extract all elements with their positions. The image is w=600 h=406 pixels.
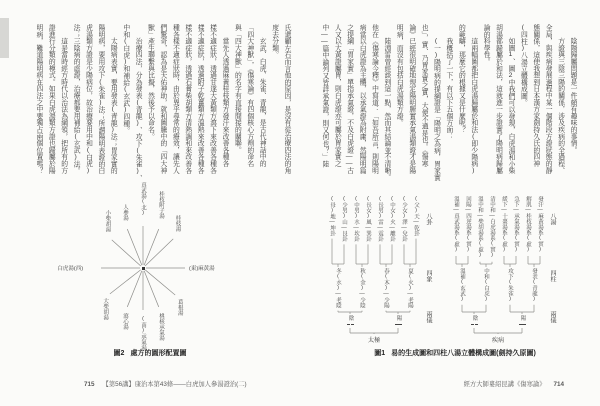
figure2-spoke-label: 白虎湯(西) [57,266,84,272]
figure2-spoke-label: 大柴胡湯 [102,297,109,320]
text-column: 這是當時經方時代以治法為綱領，把所有的方 [59,24,67,174]
yin-symbol [475,324,478,325]
tree-leaf-label: 急下—承氣湯系(實) [513,196,519,253]
tree-root-label: 太極 [367,337,381,344]
figure2-spoke-label: (南)承氣湯 [140,316,146,350]
text-column: 方證與三陰三陽的關係，涉及疾病的全過程、 [556,24,564,174]
tree-level2-label: 夏(火)—老陽 [407,268,413,308]
text-column: 治療四法，分為發表(青龍)、攻下(朱雀)、 [134,24,142,182]
text-column: 樣不適症狀，透過附子乾薑類方溫熱來改善各種各 [196,24,204,174]
text-column: 如圖1、圖2中我們可以發現，白虎湯和小柴 [506,24,514,174]
figure2-spoke-label: 葛根湯 [176,298,183,316]
text-column: 明病，難道陽明病在四法之中要獨占兩個位置嗎？ [34,24,42,174]
tree-level2-label: 冬(水)—老陰 [335,268,341,308]
text-column: (四柱)八湯立體構成圖。 [519,24,527,106]
text-column: 我概括了一下，有以下五個方面： [444,24,452,140]
figure2-caption-label: 圖2 [113,350,125,357]
right-page-footer [464,379,564,388]
figure2-spoke-label: 人參湯 [122,204,129,221]
yang-symbol [519,324,526,325]
figure1-caption-label: 圖1 [374,350,386,357]
text-column: 的範疇，那麼它的根據又是什麼呢？ [457,24,465,133]
text-column: 氏還顧左右而言他的原因，是沒有從治療四法的角 [283,24,290,174]
tree-level2-label: 發表(青龍) [531,268,537,302]
text-column: 之提綱「胃家實」單指承氣證，不及白虎證——古 [345,24,353,174]
text-column: 度去分類。 [270,24,278,58]
text-column: 陸淵雷曾經談到這一點，然而其結論並不清晰。 [382,24,390,181]
figure2-caption [55,348,245,358]
tree-leaf-label: 解肌—桂枝湯系(虛) [525,196,531,253]
tree-leaf-label: 發汗—麻黃湯系(實) [537,196,543,253]
tree-leaf-label: 緩下—十棗湯系(虛) [501,196,507,253]
tree-leaf-label: 清中和—白虎湯系(實) [489,196,495,258]
left-page-number: 715 [84,381,95,388]
figure2-caption-title: 處方的圓形配置圖 [130,350,187,357]
tree-leaf-label: 溫補—真武湯系(虛) [453,196,459,253]
text-column: 全局，與疾病發展過程中某一個階段方證狀態的靜 [544,24,552,174]
figure1-caption-title: 易的生成圖和四柱八湯立體構成圖(劍持久原圖) [391,350,536,357]
tree-level-caption: 四象 [425,270,432,283]
text-column: 也」，實、乃胃家實之實，大便不通是也。《傷寒 [420,24,428,167]
tree-level2-label: 春(木)—少陽 [383,268,389,308]
tree-level2-label: 溫補(玄武) [459,268,465,302]
text-column: 太陽病表實，要用發表(青龍)法；胃家實的 [109,24,117,174]
text-column: 這兩幅圖都把白虎湯歸屬於和法(即少陽病) [469,24,477,174]
text-column: 玄武、白虎、朱雀、青龍，是古代神話中的 [258,24,266,167]
figure2-spoke-label: 桂枝附子湯 [157,191,164,219]
text-column: 樣不適症狀，透過石膏柴胡類方清熱調和來改善各 [183,24,191,174]
text-column: 與「四大神獸」的名字有直接間接的關聯。 [233,24,241,154]
tree-leaf-label: (母)地—坤卦 [329,196,335,236]
text-column: 中和(白虎)和補給(玄武)四種。 [121,24,129,134]
yin-symbol [471,324,474,325]
tree-level2-label: 攻下(朱雀) [507,268,513,302]
text-column: 論的科學性。 [482,24,490,65]
text-column: 法；三陰病的虛證，治療都要用補給(玄武)法。 [72,24,80,174]
left-page-footer [84,379,247,388]
tree-level2-label: 秋(金)—少陰 [359,268,365,308]
yin-symbol [347,324,350,325]
tree-root-label: 疾病 [491,337,505,344]
tree-leaf-label: (父)天—乾卦 [413,196,419,236]
text-column: 「四大神獸」，《傷寒論》有四個核心方劑的命名 [245,24,253,167]
tree-leaf-label: (長女)風—巽卦 [365,196,371,242]
tree-level-caption: 兩儀 [549,311,556,324]
tree-leaf-label: (中女)火—離卦 [389,196,395,242]
tree-leaf-label: 回陽—四逆湯系(實) [465,196,471,253]
text-column: 陰陽歸屬問題是一件頗有趣味的事情。 [569,24,576,154]
tree-leaf-label: (少女)澤—兌卦 [401,196,407,242]
text-column: 虎湯類方證是少陽病位，故治療要用中和(白虎) [84,24,92,174]
figure2-spoke-label: 桂枝湯 [174,215,181,232]
tree-leaf-label: (中男)水—坎卦 [353,196,359,242]
text-column: 胡湯都歸屬於和法，這就進一步證實了陽明病歸屬 [494,24,502,174]
tree-leaf-label: (少男)山—艮卦 [341,196,347,242]
figure2-spoke-label: 小柴胡湯 [104,210,111,233]
text-column: 證進行分類的模式。如果白虎湯類方證也歸屬於陽 [47,24,55,174]
figure2-spoke-label: 桃核承氣湯 [157,312,164,340]
figure2-spoke-label: (東)麻黃湯 [189,266,215,272]
tree-leaf-label: 溫中和—柴胡湯系(虛) [477,196,483,258]
text-column: 當先人透過麻黃桂枝類方發汗來改善各種各 [220,24,228,167]
right-footer-book-title: 經方大師婁紹昆講《傷寒論》 [463,381,546,388]
text-column: 種各樣不適症狀時，由於異乎尋常的療效，讓先人 [171,24,179,174]
figure1-caption [322,348,588,358]
text-column: (一)陽明病的提綱證是「陽明之為病，胃家實 [432,24,440,181]
yin-symbol [351,324,354,325]
tree-liangyi-label: 陽 [519,315,526,321]
text-column: 們驚奇，認為是天佑神助，就和圖騰中的「四大神 [158,24,166,174]
text-column: 人又以大黃證屬胃，則白虎證亦可屬於胃家實之 [333,24,341,167]
text-column: 獸」產生聯繫與比擬，然後予以命名。 [146,24,154,140]
text-column: 中——篇中論列又皆詳承氣證，則又何也？」陸 [320,24,328,168]
figure2-spoke-label: 瀉心湯 [122,312,129,329]
right-page-text [317,24,578,214]
tree-level-caption: 兩儀 [425,311,432,324]
left-footer-chapter: 【第56講】康治本第43條——白虎加人參湯證治(二) [102,381,247,388]
tree-level-caption: 八湯 [549,213,556,226]
text-column: 樣不適症狀，透過甘遂大黃類方瀉下來改善各種各 [208,24,216,174]
text-column: 陽明病，要用攻下(朱雀)法；所謂陽明表證的白 [96,24,104,174]
right-page-number: 714 [553,381,564,388]
text-column: 病當以白虎證為主體，以承氣證為附庸，然陽明篇 [358,24,366,174]
tree-liangyi-label: 陰 [471,315,478,321]
text-column: 明病，而沒有包括白虎湯類方證。 [395,24,403,126]
left-page-text [31,24,292,214]
tree-liangyi-label: 陰 [347,315,354,321]
yang-symbol [395,324,402,325]
text-column: 論》已經很明確地規定陽明腑實承氣湯類證才是陽 [407,24,415,174]
tree-level-caption: 八卦 [425,213,432,226]
figure2-spoke-label: 真武湯(北) [140,181,146,216]
tree-liangyi-label: 陽 [395,315,402,321]
figure2-center-dot [142,267,145,270]
tree-leaf-label: (長男)雷—震卦 [377,196,383,242]
tree-level-caption: 四柱 [549,270,556,283]
tree-level2-label: 中和(白虎) [483,268,489,302]
text-column: 態關係，這使我想到日本漢方家劍持久氏的四神 [531,24,539,167]
text-column: 他在《傷寒論今釋》中寫道：「如吾所言，則陽明 [370,24,378,174]
